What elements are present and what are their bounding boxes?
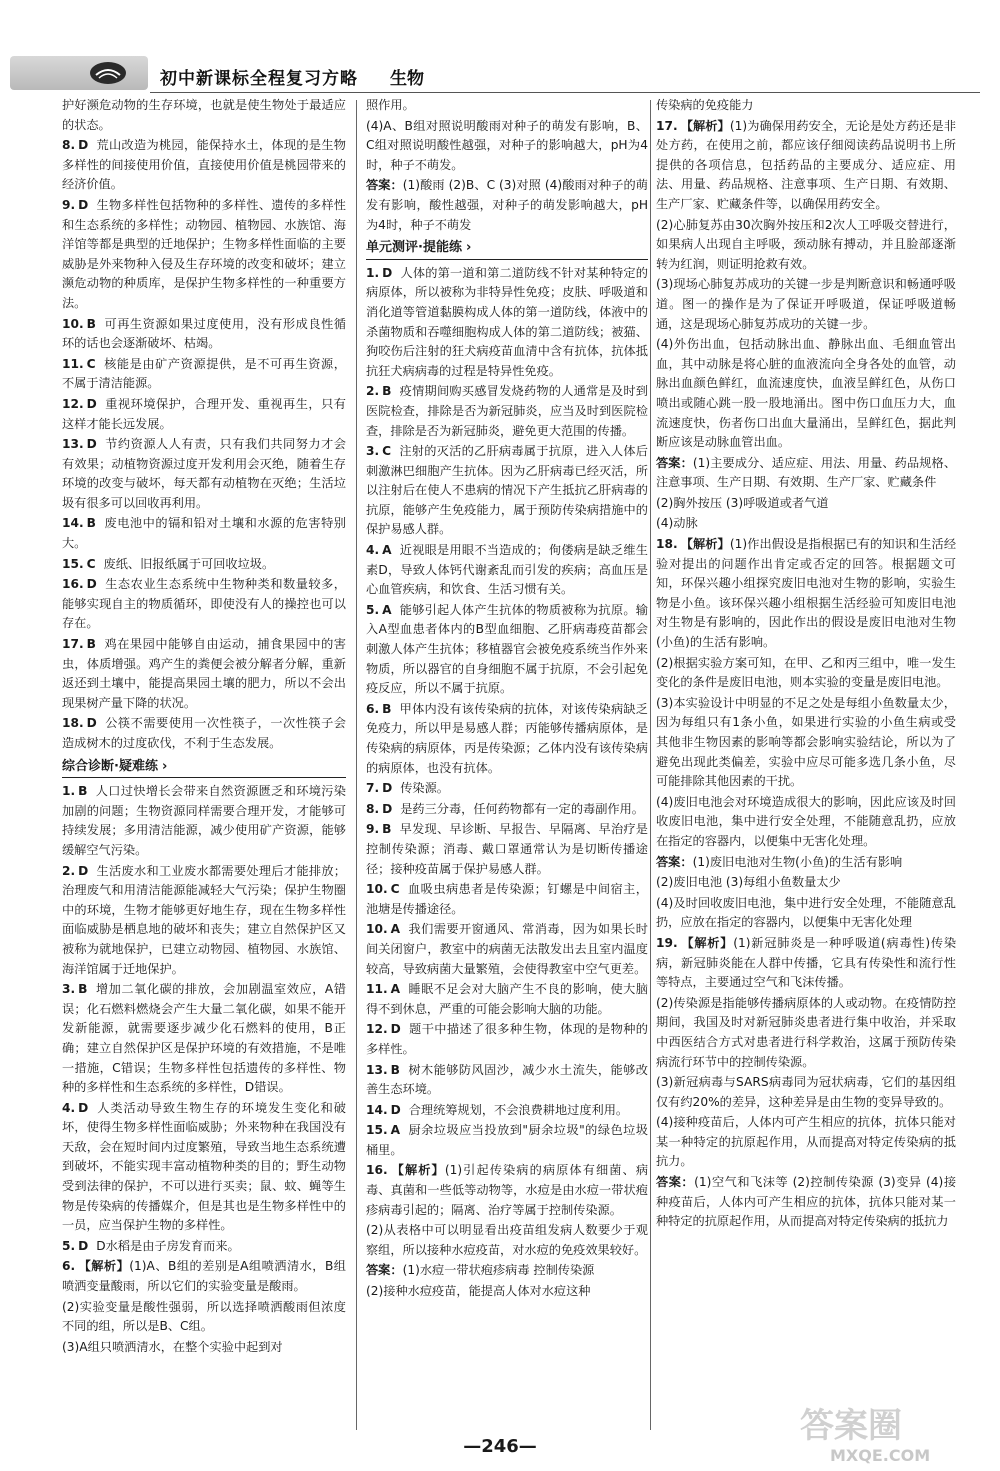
question-number: 14. [366,1102,388,1117]
answer-item [366,1061,648,1100]
answer-letter: B [86,516,96,531]
question-number: 4. [366,543,380,558]
keyword-label: 【解析】 [680,935,734,950]
item-text: 生态农业生态系统中生物种类和数量较多，能够实现自主的物质循环，即使没有人的操控也可以存在。 [62,577,346,631]
question-number: 9. [366,822,380,837]
answer-letter: B [382,701,392,716]
answer-item [366,820,648,879]
item-text: (1)新冠肺炎是一种呼吸道(病毒性)传染病，新冠肺炎能在人群中传播，它具有传染性和流行性等特点，主要通过空气和飞沫传播。 [656,935,956,990]
answer-item [62,514,346,553]
answer-letter: D [86,437,97,452]
answer-item [62,714,346,753]
answer-item [62,136,346,195]
keyword-label: 【解析】 [390,1163,445,1178]
item-text: (2)实验变量是酸性强弱，所以选择喷洒酸雨但浓度不同的组，所以是B、C组。 [62,1299,346,1334]
keyword-label: 答案： [656,455,693,470]
answer-item [366,1101,648,1121]
text-paragraph [656,514,956,534]
item-text: 疫情期间购买感冒发烧药物的人通常是及时到医院检查，排除是否为新冠肺炎，应当及时到医院检查，排除是否为新冠肺炎，避免更大范围的传播。 [366,384,648,438]
item-text: (1)废旧电池对生物(小鱼)的生活有影响 [692,854,903,869]
column-divider [650,100,651,1430]
text-paragraph [656,894,956,933]
item-text: (2)心肺复苏由30次胸外按压和2次人工呼吸交替进行，如果病人出现自主呼吸，颈动脉有搏动，并且脸部逐渐转为红润，则证明抢救有效。 [656,217,956,271]
question-number: 9. [62,197,76,212]
question-number: 13. [62,437,84,452]
answer-letter: D [382,265,393,280]
answer-item [62,315,346,354]
text-paragraph [62,1257,346,1296]
book-logo-icon [88,60,128,86]
question-number: 7. [366,781,380,796]
keyword-label: 答案： [656,854,693,869]
page-header [0,48,1000,100]
answer-item [62,355,346,394]
item-text: 人类活动导致生物生存的环境发生变化和破坏，使得生物多样性面临威胁；外来物种在我国没有天敌，会在短时间内过度繁殖，导致当地生态系统遭到破坏，不能实现丰富动植物种类的目的；野生动物受到法律的保护，不可以进行买卖；鼠、蚊、蝇等生物是传染病的传播媒介，但是其也是生物多样性中的一员，应当保护生物的多样性。 [62,1100,346,1233]
text-paragraph [62,1338,346,1358]
answer-letter: C [86,356,96,371]
item-text: 是药三分毒，任何药物都有一定的毒副作用。 [400,801,644,816]
question-number: 14. [62,516,84,531]
item-text: (2)从表格中可以明显看出疫苗组发病人数要少于观察组，所以接种水痘疫苗，对水痘的免疫效果较好。 [366,1223,648,1257]
answer-letter: D [86,577,97,592]
question-number: 8. [366,801,380,816]
answer-letter: D [382,801,393,816]
text-paragraph [656,1073,956,1112]
question-number: 6. [366,701,380,716]
item-text: 传染源。 [400,781,449,796]
answer-item [366,541,648,600]
item-text: 注射的灭活的乙肝病毒属于抗原，进入人体后刺激淋巴细胞产生抗体。因为乙肝病毒已经灭活，所以注射后在使人不患病的情况下产生抵抗乙肝病毒的抗原，能够产生免疫能力，属于预防传染病措施中的保护易感人群。 [366,444,648,537]
answer-letter: D [78,197,89,212]
text-paragraph [366,1161,648,1220]
item-text: 厨余垃圾应当投放到"厨余垃圾"的绿色垃圾桶里。 [366,1123,648,1157]
text-paragraph [656,694,956,792]
text-paragraph [656,853,956,873]
question-number: 15. [366,1123,388,1138]
answer-letter: D [390,1022,401,1037]
question-number: 8. [62,138,76,153]
answer-item [62,1099,346,1236]
item-text: (4)动脉 [656,516,698,531]
answer-item [366,601,648,699]
text-paragraph [656,535,956,653]
item-text: (4)及时回收废旧电池，集中进行安全处理，不能随意乱扔，应放在指定的容器内，以便集中无害化处理 [656,895,956,930]
item-text: D水稻是由子房发育而来。 [96,1238,240,1253]
answer-letter: B [390,1062,400,1077]
answer-letter: D [86,396,97,411]
question-number: 5. [62,1238,76,1253]
text-paragraph [656,216,956,275]
question-number: 15. [62,556,84,571]
text-paragraph [62,96,346,135]
answer-letter: D [78,138,89,153]
answer-letter: A [382,602,392,617]
item-text: 睡眠不足会对大脑产生不良的影响，使大脑得不到休息，严重的可能会影响大脑的功能。 [366,982,648,1016]
column-divider [356,100,357,1430]
header-rule [150,92,980,93]
text-paragraph [656,994,956,1072]
answer-letter: B [78,784,88,799]
item-text: 重视环境保护，合理开发、重视再生，只有这样才能长远发展。 [62,396,346,431]
question-number: 18. [656,537,678,552]
answer-letter: A [382,543,392,558]
chevron-right-icon: › [465,240,472,256]
answer-letter: A [390,922,401,937]
text-paragraph [366,117,648,176]
item-text: 鸡在果园中能够自由运动，捕食果园中的害虫，体质增强。鸡产生的粪便会被分解者分解，重新返还到土壤中，能提高果园土壤的肥力，所以不会出现果树产量下降的状况。 [62,637,346,710]
question-number: 10. [366,922,388,937]
text-paragraph [366,1282,648,1302]
answer-item [366,382,648,441]
item-text: 人口过快增长会带来自然资源匮乏和环境污染加剧的问题；生物资源同样需要合理开发，才能够可持续发展；多用清洁能源，减少使用矿产资源，能够缓解空气污染。 [62,784,346,857]
question-number: 3. [62,982,76,997]
text-paragraph [366,1261,648,1281]
question-number: 13. [366,1062,388,1077]
answer-item [62,980,346,1098]
question-number: 11. [62,356,84,371]
question-number: 16. [62,577,84,592]
item-text: 合理统筹规划，不会浪费耕地过度利用。 [408,1102,629,1117]
item-text: 生活废水和工业废水都需要处理后才能排放；治理废气和用清洁能源能减轻大气污染；保护生物圈中的环境，生物才能够更好地生存，现在生物多样性面临威胁是栖息地的破坏和丧失；建立自然保护区又被称为就地保护，已建立动物园、植物园、水族馆、海洋馆属于迁地保护。 [62,863,346,976]
answer-letter: B [86,637,96,652]
item-text: (4)废旧电池会对环境造成很大的影响，因此应该及时回收废旧电池，集中进行安全处理，不能随意乱扔，应放在指定的容器内，以便集中无害化处理。 [656,794,956,848]
item-text: 传染病的免疫能力 [656,98,754,112]
answer-letter: B [382,822,392,837]
item-text: 可再生资源如果过度使用，没有形成良性循环的话也会逐渐破坏、枯竭。 [62,316,346,351]
item-text: (3)新冠病毒与SARS病毒同为冠状病毒，它们的基因组仅有约20%的差异，这种差异是由生物的变异导致的。 [656,1075,956,1109]
answer-item [62,635,346,713]
answer-item [366,1121,648,1160]
item-text: (1)空气和飞沫等 (2)控制传染源 (3)变异 (4)接种疫苗后，人体内可产生相应的抗体，抗体只能对某一种特定的抗原起作用，从而提高对特定传染病的抵抗力 [656,1175,956,1229]
question-number: 11. [366,982,388,997]
question-number: 1. [366,265,380,280]
question-number: 17. [656,118,678,133]
answer-item [62,435,346,513]
item-text: (3)现场心肺复苏成功的关键一步是判断意识和畅通呼吸道。图一的操作是为了保证开呼吸道，保证呼吸道畅通，这是现场心肺复苏成功的关键一步。 [656,277,956,331]
item-text: 甲体内没有该传染病的抗体，对该传染病缺乏免疫力，所以甲是易感人群；丙能够传播病原体，是传染病的病原体，丙是传染源；乙体内没有该传染病的病原体，也没有抗体。 [366,701,648,775]
answer-column-left [62,96,346,1436]
answer-item [62,555,346,575]
text-paragraph [366,1221,648,1260]
chevron-right-icon: › [161,758,168,774]
item-text: (4)A、B组对照说明酸雨对种子的萌发有影响，B、C组对照说明酸性越强，对种子的影响越大，pH为4时，种子不萌发。 [366,118,648,172]
question-number: 18. [62,716,84,731]
answer-column-right [656,96,956,1436]
section-title: 单元测评·提能练 [366,240,462,256]
answer-letter: B [78,982,88,997]
answer-column-middle [366,96,648,1436]
item-text: 树木能够防风固沙，减少水土流失，能够改善生态环境。 [366,1062,648,1097]
item-text: (1)水痘一带状疱疹病毒 控制传染源 [402,1263,595,1278]
answer-letter: B [382,384,392,399]
question-number: 5. [366,602,380,617]
answer-letter: D [390,1102,401,1117]
text-paragraph [656,117,956,215]
item-text: 近视眼是用眼不当造成的；佝偻病是缺乏维生素D，导致人体钙代谢紊乱而引发的疾病；高血压是心血管疾病，和饮食、生活习惯有关。 [366,543,648,597]
item-text: 能够引起人体产生抗体的物质被称为抗原。输入A型血患者体内的B型血细胞、乙肝病毒疫苗都会刺激人体产生抗体；移植器官会被免疫系统当作外来物质，所以器官的自身细胞不属于抗原，不会引起免疫反应，所以不属于抗原。 [366,602,648,696]
text-paragraph [656,494,956,514]
answer-letter: A [390,982,401,997]
question-number: 12. [366,1022,388,1037]
item-text: 核能是由矿产资源提供，是不可再生资源，不属于清洁能源。 [62,356,346,391]
question-number: 1. [62,784,76,799]
question-number: 6. [62,1259,76,1274]
item-text: 废电池中的镉和铅对土壤和水源的危害特别大。 [62,516,346,551]
answer-item [62,395,346,434]
text-paragraph [656,873,956,893]
answer-item [62,782,346,860]
section-title: 综合诊断·疑难练 [62,758,158,774]
question-number: 12. [62,396,84,411]
item-text: 我们需要开窗通风、常消毒，因为如果长时间关闭窗户，教室中的病菌无法散发出去且室内温度较高，导致病菌大量繁殖，会使得教室中空气更差。 [366,922,648,976]
item-text: 护好濒危动物的生存环境，也就是使生物处于最适应的状态。 [62,98,346,132]
item-text: 早发现、早诊断、早报告、早隔离、早治疗是控制传染源；消毒、戴口罩通常认为是切断传播途径；接种疫苗属于保护易感人群。 [366,822,648,876]
item-text: 增加二氧化碳的排放，会加剧温室效应，A错误；化石燃料燃烧会产生大量二氧化碳，如果不能开发新能源，就需要逐步减少化石燃料的使用，B正确；建立自然保护区是保护环境的有效措施，不是唯一措施，C错误；生物多样性包括遗传的多样性、物种的多样性和生态系统的多样性，D错误。 [62,982,346,1095]
question-number: 2. [366,384,380,399]
keyword-label: 【解析】 [78,1259,130,1274]
answer-letter: D [382,781,393,796]
text-paragraph [366,176,648,235]
answer-letter: C [390,882,400,897]
item-text: 废纸、旧报纸属于可回收垃圾。 [103,556,275,571]
item-text: 照作用。 [366,98,415,112]
item-text: 血吸虫病患者是传染源；钉螺是中间宿主，池塘是传播途径。 [366,882,648,916]
answer-item [366,980,648,1019]
item-text: (1)酸雨 (2)B、C (3)对照 (4)酸雨对种子的萌发有影响，酸性越强，对种子的萌发影响越大，pH为4时，种子不萌发 [366,178,648,232]
answer-letter: B [86,316,96,331]
item-text: (2)废旧电池 (3)每组小鱼数量太少 [656,875,841,890]
item-text: (4)接种疫苗后，人体内可产生相应的抗体，抗体只能对某一种特定的抗原起作用，从而提高对特定传染病的抵抗力。 [656,1115,956,1169]
item-text: (1)主要成分、适应症、用法、用量、药品规格、注意事项、生产日期、有效期、生产厂家、贮藏条件 [656,455,956,490]
item-text: (2)传染源是指能够传播病原体的人或动物。在疫情防控期间，我国及时对新冠肺炎患者进行集中收治，并采取中西医结合方式对患者进行科学救治，这属于预防传染病流行环节中的控制传染源。 [656,995,956,1069]
question-number: 16. [366,1163,388,1178]
item-text: (3)A组只喷洒清水，在整个实验中起到对 [62,1339,283,1354]
answer-item [366,1020,648,1059]
keyword-label: 【解析】 [680,537,730,552]
item-text: (1)A、B组的差别是A组喷洒清水，B组喷洒变量酸雨，所以它们的实验变量是酸雨。 [62,1259,346,1294]
text-paragraph [656,335,956,453]
item-text: 荒山改造为桃园，能保持水土，体现的是生物多样性的间接使用价值，直接使用价值是桃园带来的经济价值。 [62,138,346,192]
text-paragraph [656,1173,956,1232]
answer-letter: D [78,1238,89,1253]
question-number: 3. [366,444,380,459]
text-paragraph [656,793,956,852]
item-text: 生物多样性包括物种的多样性、遗传的多样性和生态系统的多样性；动物园、植物园、水族馆、海洋馆等都是典型的迁地保护；生物多样性面临的主要威胁是外来物种入侵及生存环境的改变和破坏；建立濒危动物的种质库，是保护生物多样性的一种重要方法。 [62,197,346,310]
text-paragraph [62,1298,346,1337]
answer-item [62,862,346,980]
answer-item [366,700,648,778]
item-text: (1)引起传染病的病原体有细菌、病毒、真菌和一些低等动物等，水痘是由水痘一带状疱疹病毒引起的；隔离、治疗等属于控制传染源。 [366,1163,648,1217]
page-number: —246— [463,1436,537,1457]
question-number: 10. [62,316,84,331]
question-number: 4. [62,1100,76,1115]
item-text: 公筷不需要使用一次性筷子，一次性筷子会造成树木的过度砍伐，不利于生态发展。 [62,716,346,750]
answer-item [366,800,648,820]
question-number: 10. [366,882,388,897]
watermark-url: MXQE.COM [830,1446,931,1465]
item-text: (2)接种水痘疫苗，能提高人体对水痘这种 [366,1284,591,1299]
text-paragraph [656,454,956,493]
answer-item [366,880,648,919]
section-heading [366,238,648,260]
item-text: (4)外伤出血，包括动脉出血、静脉出血、毛细血管出血，其中动脉是将心脏的血液流向全身各处的血管，动脉出血颜色鲜红，血流速度快，血液呈鲜红色，从伤口喷出或随心跳一股一股地涌出。图中伤口血压力大，血流速度快，伤者伤口出血大量涌出，呈鲜红色，据此判断应该是动脉血管出血。 [656,337,956,450]
text-paragraph [656,654,956,693]
item-text: (2)根据实验方案可知，在甲、乙和丙三组中，唯一发生变化的条件是废旧电池，则本实验的变量是废旧电池。 [656,655,956,690]
item-text: 题干中描述了很多种生物，体现的是物种的多样性。 [366,1022,648,1056]
question-number: 2. [62,863,76,878]
answer-letter: A [390,1123,401,1138]
keyword-label: 答案： [656,1175,695,1190]
text-paragraph [656,96,956,116]
item-text: 节约资源人人有责，只有我们共同努力才会有效果；动植物资源过度开发利用会灭绝，随着生存环境的改变与破坏，每天都有动植物在灭绝；生活垃圾有很多可以回收再利用。 [62,437,346,510]
answer-item [62,1237,346,1257]
answer-item [366,920,648,979]
answer-letter: D [78,863,89,878]
keyword-label: 答案： [366,178,403,193]
answer-letter: D [78,1100,89,1115]
text-paragraph [366,96,648,116]
text-paragraph [656,275,956,334]
item-text: (1)作出假设是指根据已有的知识和生活经验对提出的问题作出肯定或否定的回答。根据题文可知，环保兴趣小组探究废旧电池对生物的影响，实验生物是小鱼。该环保兴趣小组根据生活经验可知废旧电池对生物是有影响的，因此作出的假设是废旧电池对生物(小鱼)的生活有影响。 [656,537,956,650]
answer-letter: C [382,444,392,459]
answer-item [366,442,648,540]
answer-item [62,575,346,634]
item-text: 人体的第一道和第二道防线不针对某种特定的病原体，所以被称为非特异性免疫；皮肤、呼吸道和消化道等管道黏膜构成人体的第一道防线，体液中的杀菌物质和吞噬细胞构成人体的第二道防线；被猫、狗咬伤后注射的狂犬病疫苗血清中含有抗体，抗体抵抗狂犬病病毒的过程是特异性免疫。 [366,265,648,378]
watermark-logo: 答案圈 [800,1406,902,1446]
book-title: 初中新课标全程复习方略 [160,69,358,89]
item-text: (2)胸外按压 (3)呼吸道或者气道 [656,495,829,510]
item-text: (3)本实验设计中明显的不足之处是每组小鱼数量太少，因为每组只有1条小鱼，如果进行实验的小鱼生病或受其他非生物因素的影响等都会影响实验结论，所以为了避免出现此类偏差，实验中应尽可能多选几条小鱼，尽可能排除其他因素的干扰。 [656,695,956,789]
answer-letter: D [86,716,97,731]
question-number: 19. [656,935,678,950]
answer-letter: C [86,556,96,571]
subject-label: 生物 [390,69,424,89]
text-paragraph [656,1113,956,1172]
item-text: (1)为确保用药安全，无论是处方药还是非处方药，在使用之前，都应该仔细阅读药品说明书上所提供的各项信息，包括药品的主要成分、适应症、用法、用量、药品规格、注意事项、生产日期、有效期、生产厂家、贮藏条件等，以确保用药安全。 [656,118,956,211]
answer-item [62,196,346,314]
question-number: 17. [62,637,84,652]
keyword-label: 【解析】 [680,118,730,133]
answer-item [366,779,648,799]
answer-item [366,264,648,382]
section-heading [62,757,346,779]
keyword-label: 答案： [366,1263,403,1278]
text-paragraph [656,934,956,993]
